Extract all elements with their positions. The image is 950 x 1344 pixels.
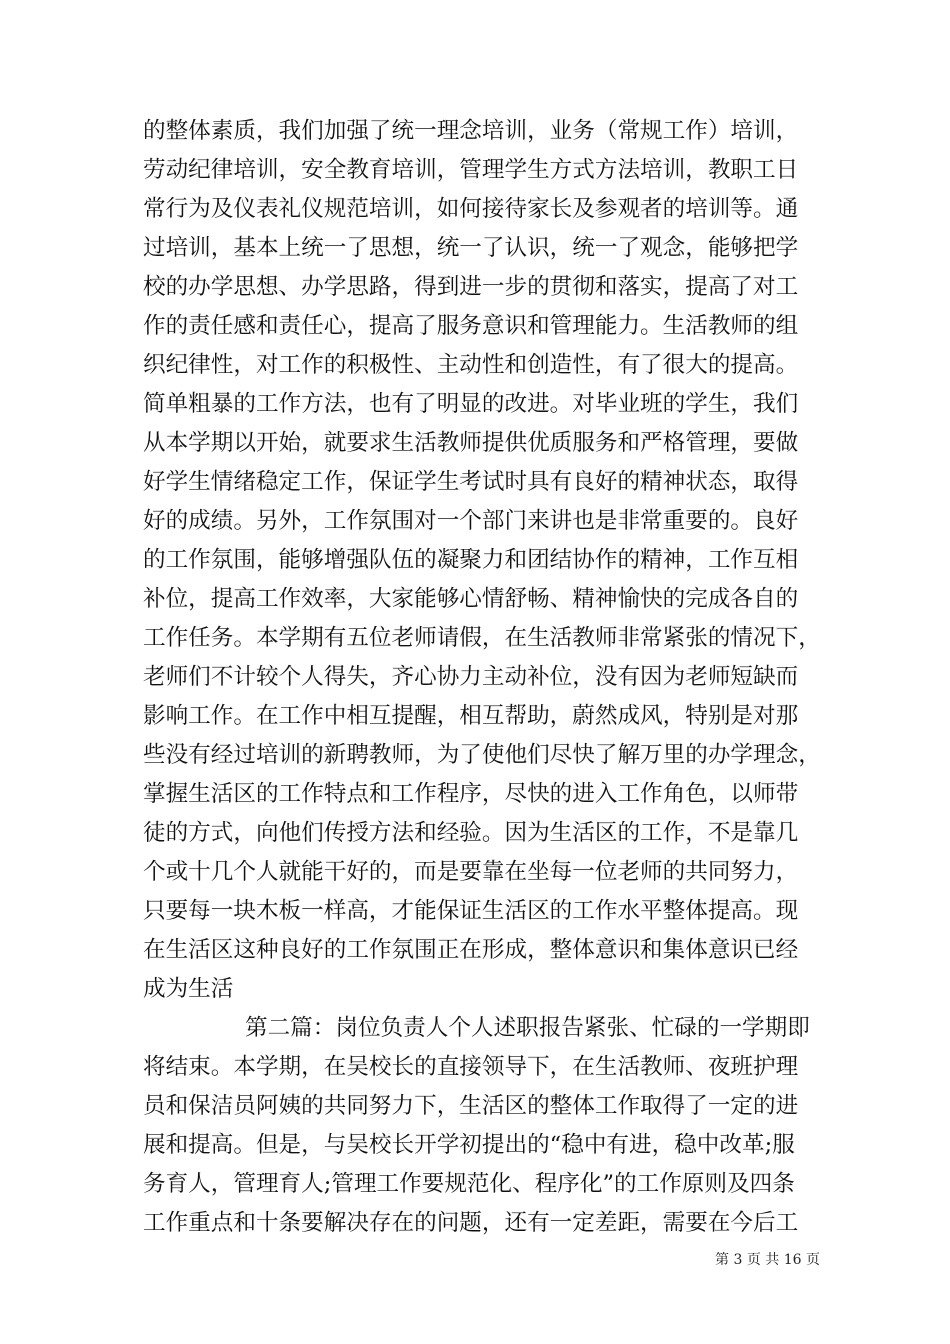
body-text-line: 老师们不计较个人得失，齐心协力主动补位，没有因为老师短缺而 [143, 664, 799, 690]
body-text-line: 的工作氛围，能够增强队伍的凝聚力和团结协作的精神，工作互相 [143, 547, 799, 573]
section-heading-line: 第二篇：岗位负责人个人述职报告紧张、忙碌的一学期即 [245, 1015, 810, 1041]
body-text-line: 简单粗暴的工作方法，也有了明显的改进。对毕业班的学生，我们 [143, 391, 799, 417]
body-text-line: 工作重点和十条要解决存在的问题，还有一定差距，需要在今后工 [143, 1210, 799, 1236]
body-text-line: 织纪律性，对工作的积极性、主动性和创造性，有了很大的提高。 [143, 352, 799, 378]
body-text-line: 个或十几个人就能干好的，而是要靠在坐每一位老师的共同努力， [143, 859, 799, 885]
body-text-line: 劳动纪律培训，安全教育培训，管理学生方式方法培训，教职工日 [143, 157, 799, 183]
body-text-line: 好学生情绪稳定工作，保证学生考试时具有良好的精神状态，取得 [143, 469, 799, 495]
body-text-line: 成为生活 [143, 976, 234, 1002]
body-text-line: 掌握生活区的工作特点和工作程序，尽快的进入工作角色，以师带 [143, 781, 799, 807]
body-text-line: 务育人，管理育人;管理工作要规范化、程序化”的工作原则及四条 [143, 1171, 795, 1197]
body-text-line: 常行为及仪表礼仪规范培训，如何接待家长及参观者的培训等。通 [143, 196, 799, 222]
body-text-line: 在生活区这种良好的工作氛围正在形成，整体意识和集体意识已经 [143, 937, 799, 963]
body-text-line: 补位，提高工作效率，大家能够心情舒畅、精神愉快的完成各自的 [143, 586, 799, 612]
body-text-line: 校的办学思想、办学思路，得到进一步的贯彻和落实，提高了对工 [143, 274, 799, 300]
body-text-line: 将结束。本学期，在吴校长的直接领导下，在生活教师、夜班护理 [143, 1054, 799, 1080]
body-text-line: 员和保洁员阿姨的共同努力下，生活区的整体工作取得了一定的进 [143, 1093, 799, 1119]
body-text-line: 好的成绩。另外，工作氛围对一个部门来讲也是非常重要的。良好 [143, 508, 799, 534]
body-text-line: 展和提高。但是，与吴校长开学初提出的“稳中有进，稳中改革;服 [143, 1132, 795, 1158]
body-text-line: 的整体素质，我们加强了统一理念培训，业务（常规工作）培训， [143, 118, 799, 144]
body-text-line: 徒的方式，向他们传授方法和经验。因为生活区的工作，不是靠几 [143, 820, 799, 846]
page-number-footer: 第 3 页 共 16 页 [715, 1252, 820, 1268]
body-text-line: 过培训，基本上统一了思想，统一了认识，统一了观念，能够把学 [143, 235, 799, 261]
body-text-line: 从本学期以开始，就要求生活教师提供优质服务和严格管理，要做 [143, 430, 799, 456]
body-text-line: 作的责任感和责任心，提高了服务意识和管理能力。生活教师的组 [143, 313, 799, 339]
body-text-line: 影响工作。在工作中相互提醒，相互帮助，蔚然成风，特别是对那 [143, 703, 799, 729]
body-text-line: 些没有经过培训的新聘教师，为了使他们尽快了解万里的办学理念， [143, 742, 821, 768]
body-text-line: 工作任务。本学期有五位老师请假，在生活教师非常紧张的情况下， [143, 625, 821, 651]
body-text-line: 只要每一块木板一样高，才能保证生活区的工作水平整体提高。现 [143, 898, 799, 924]
